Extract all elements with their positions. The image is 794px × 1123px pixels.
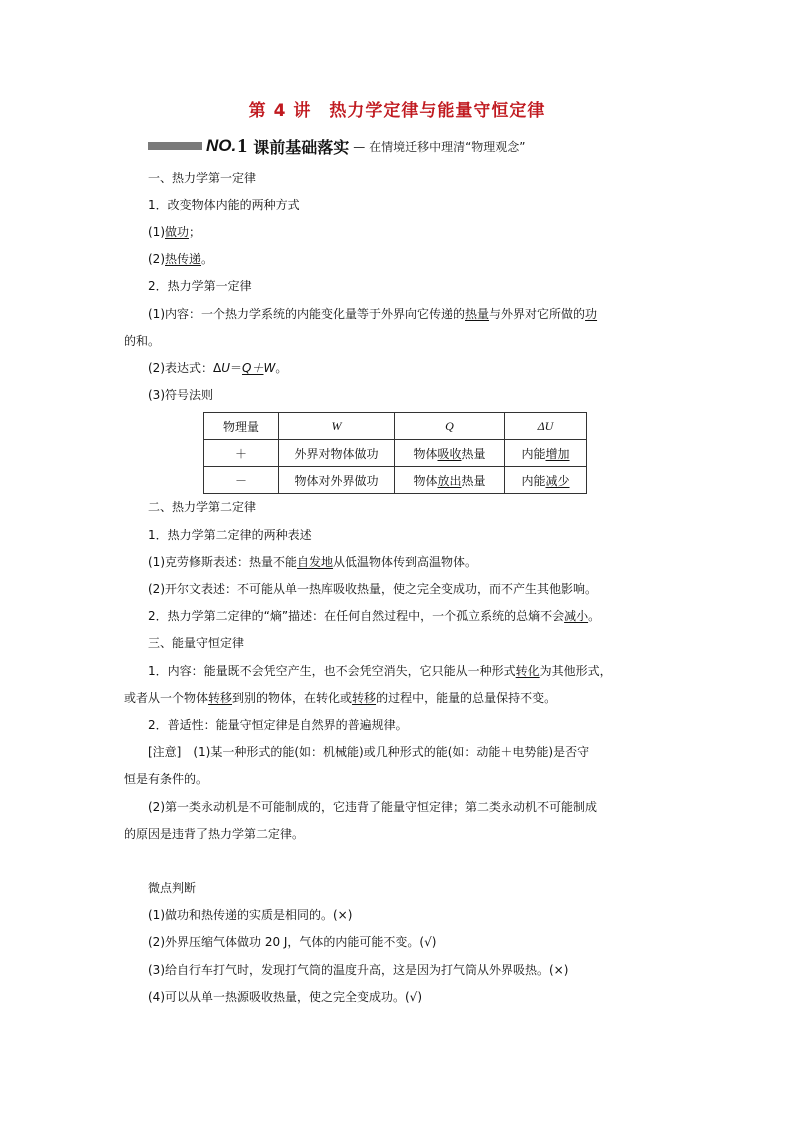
table-header-cell: 物理量 bbox=[204, 413, 279, 440]
section-heading: 三、能量守恒定律 bbox=[148, 636, 245, 650]
page-title: 第 4 讲 热力学定律与能量守恒定律 bbox=[248, 101, 546, 121]
paragraph-continuation bbox=[124, 690, 556, 706]
text: 物体 bbox=[413, 473, 438, 488]
table-row bbox=[204, 467, 587, 494]
underlined-answer: 转移 bbox=[208, 691, 233, 705]
banner-bar bbox=[148, 142, 202, 150]
text: 热量 bbox=[461, 446, 486, 461]
underlined-answer: 增加 bbox=[545, 446, 570, 461]
banner-subtitle: — 在情境迁移中理清“物理观念” bbox=[353, 139, 526, 154]
underlined-answer: 转化 bbox=[515, 664, 540, 678]
paragraph: 2．热力学第一定律 bbox=[148, 279, 252, 293]
paragraph: 2．普适性：能量守恒定律是自然界的普遍规律。 bbox=[148, 718, 408, 732]
table-cell bbox=[505, 467, 587, 494]
symbol: U bbox=[221, 361, 231, 375]
underlined-answer: 减少 bbox=[545, 473, 570, 488]
banner-number: 1 bbox=[237, 134, 248, 157]
text: 的过程中，能量的总量保持不变。 bbox=[376, 691, 557, 705]
paragraph: 1．热力学第二定律的两种表述 bbox=[148, 528, 312, 542]
text: ＝ bbox=[230, 361, 243, 375]
section-heading: 一、热力学第一定律 bbox=[148, 171, 257, 185]
table-cell: 物体对外界做功 bbox=[279, 467, 395, 494]
text: 。 bbox=[201, 252, 214, 266]
text: 内能 bbox=[521, 473, 546, 488]
section-banner bbox=[148, 134, 526, 158]
table-cell bbox=[395, 440, 505, 467]
sign-convention-table bbox=[203, 412, 587, 494]
paragraph bbox=[148, 554, 477, 570]
text: 与外界对它所做的 bbox=[489, 307, 586, 321]
banner-no: NO. bbox=[206, 136, 237, 155]
text: 热量 bbox=[461, 473, 486, 488]
table-cell: 外界对物体做功 bbox=[279, 440, 395, 467]
judge-heading: 微点判断 bbox=[148, 881, 197, 895]
text: 内能 bbox=[521, 446, 546, 461]
paragraph: (3)符号法则 bbox=[148, 388, 213, 402]
text: (2) bbox=[148, 252, 165, 266]
paragraph bbox=[148, 608, 600, 624]
text: (1)内容：一个热力学系统的内能变化量等于外界向它传递的 bbox=[148, 307, 466, 321]
judge-item: (2)外界压缩气体做功 20 J，气体的内能可能不变。(√) bbox=[148, 935, 437, 949]
text: 1．内容：能量既不会凭空产生，也不会凭空消失，它只能从一种形式 bbox=[148, 664, 516, 678]
paragraph-continuation: 的和。 bbox=[124, 334, 161, 348]
underlined-answer: 自发地 bbox=[297, 555, 334, 569]
text: 或者从一个物体 bbox=[124, 691, 209, 705]
paragraph: 1．改变物体内能的两种方式 bbox=[148, 198, 300, 212]
text: (2)表达式：Δ bbox=[148, 361, 222, 375]
underlined-answer: 做功 bbox=[165, 225, 190, 239]
paragraph bbox=[148, 224, 201, 240]
underlined-answer: 吸收 bbox=[437, 446, 462, 461]
text: 。 bbox=[275, 361, 288, 375]
text: 从低温物体传到高温物体。 bbox=[333, 555, 478, 569]
underlined-answer: 热传递 bbox=[165, 252, 202, 266]
text: (1)克劳修斯表述：热量不能 bbox=[148, 555, 297, 569]
table-cell bbox=[505, 440, 587, 467]
underlined-answer: 减小 bbox=[564, 609, 589, 623]
table-header-cell: ΔU bbox=[505, 413, 587, 440]
table-header-cell: W bbox=[279, 413, 395, 440]
paragraph bbox=[148, 251, 213, 267]
judge-item: (3)给自行车打气时，发现打气筒的温度升高，这是因为打气筒从外界吸热。(×) bbox=[148, 963, 569, 977]
note: [注意] (1)某一种形式的能(如：机械能)或几种形式的能(如：动能＋电势能)是否守 bbox=[148, 745, 590, 759]
text: 。 bbox=[588, 609, 601, 623]
text: 到别的物体，在转化或 bbox=[232, 691, 353, 705]
table-header-row bbox=[204, 413, 587, 440]
judge-item: (1)做功和热传递的实质是相同的。(×) bbox=[148, 908, 353, 922]
symbol: W bbox=[263, 361, 276, 375]
note-continuation: 的原因是违背了热力学第二定律。 bbox=[124, 827, 305, 841]
underlined-answer: Q＋ bbox=[242, 361, 264, 375]
table-row bbox=[204, 440, 587, 467]
paragraph bbox=[148, 663, 612, 679]
judge-item: (4)可以从单一热源吸收热量，使之完全变成功。(√) bbox=[148, 990, 423, 1004]
note-continuation: 恒是有条件的。 bbox=[124, 772, 209, 786]
banner-heading: 课前基础落实 bbox=[253, 137, 350, 157]
underlined-answer: 转移 bbox=[352, 691, 377, 705]
formula-line bbox=[148, 360, 287, 376]
table-cell: ＋ bbox=[204, 440, 279, 467]
text: 为其他形式， bbox=[539, 664, 612, 678]
underlined-answer: 放出 bbox=[437, 473, 462, 488]
section-heading: 二、热力学第二定律 bbox=[148, 500, 257, 514]
table-cell bbox=[395, 467, 505, 494]
paragraph: (2)开尔文表述：不可能从单一热库吸收热量，使之完全变成功，而不产生其他影响。 bbox=[148, 582, 598, 596]
table-cell: － bbox=[204, 467, 279, 494]
text: 2．热力学第二定律的“熵”描述：在任何自然过程中，一个孤立系统的总熵不会 bbox=[148, 609, 565, 623]
text: (1) bbox=[148, 225, 165, 239]
underlined-answer: 功 bbox=[585, 307, 598, 321]
paragraph bbox=[148, 306, 597, 322]
text: ； bbox=[189, 225, 202, 239]
table-header-cell: Q bbox=[395, 413, 505, 440]
text: 物体 bbox=[413, 446, 438, 461]
note: (2)第一类永动机是不可能制成的，它违背了能量守恒定律；第二类永动机不可能制成 bbox=[148, 800, 598, 814]
underlined-answer: 热量 bbox=[465, 307, 490, 321]
